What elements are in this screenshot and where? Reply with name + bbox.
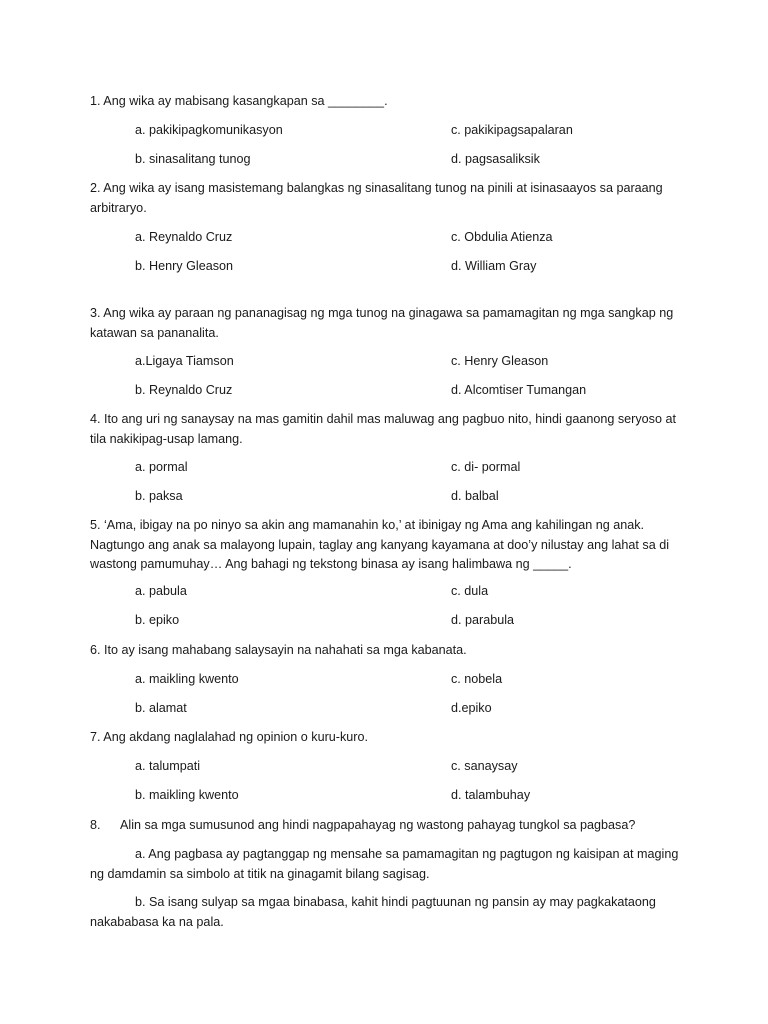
q1-option-b: b. sinasalitang tunog — [135, 152, 251, 166]
q2-option-a: a. Reynaldo Cruz — [135, 230, 233, 244]
q5-option-d: d. parabula — [451, 613, 515, 627]
q1-option-d: d. pagsasaliksik — [451, 152, 540, 166]
q8-option-a: a. Ang pagbasa ay pagtanggap ng mensahe sa pamamagitan ng pagtugon ng kaisipan at maging ng damdamin sa simbolo at titik na ginagamit bilang sagisag. — [90, 847, 679, 881]
q7-option-c: c. sanaysay — [451, 759, 518, 773]
q6-option-d: d.epiko — [451, 701, 492, 715]
question-8 — [90, 816, 680, 836]
q4-option-c: c. di- pormal — [451, 460, 521, 474]
question-5: 5. ‘Ama, ibigay na po ninyo sa akin ang mamanahin ko,’ at ibinigay ng Ama ang kahilingan ng anak. Nagtungo ang anak sa malayong lupain, taglay ang kanyang kayamana at doo’y nilustay ang lahat sa di wastong pamumuhay… Ang bahagi ng tekstong binasa ay isang halimbawa ng _____. — [90, 518, 670, 571]
question-3: 3. Ang wika ay paraan ng pananagisag ng mga tunog na ginagawa sa pamamagitan ng mga sangkap ng katawan sa pananalita. — [90, 306, 674, 340]
question-8-text: Alin sa mga sumusunod ang hindi nagpapahayag ng wastong pahayag tungkol sa pagbasa? — [120, 818, 636, 832]
q1-option-c: c. pakikipagsapalaran — [451, 123, 573, 137]
question-4: 4. Ito ang uri ng sanaysay na mas gamitin dahil mas maluwag ang pagbuo nito, hindi gaanong seryoso at tila nakikipag-usap lamang. — [90, 412, 676, 446]
q7-option-a: a. talumpati — [135, 759, 201, 773]
question-7: 7. Ang akdang naglalahad ng opinion o kuru-kuro. — [90, 730, 368, 744]
q4-option-d: d. balbal — [451, 489, 499, 503]
q2-option-c: c. Obdulia Atienza — [451, 230, 553, 244]
q5-option-c: c. dula — [451, 584, 489, 598]
q5-option-a: a. pabula — [135, 584, 187, 598]
q6-option-b: b. alamat — [135, 701, 187, 715]
q7-option-d: d. talambuhay — [451, 788, 531, 802]
q5-option-b: b. epiko — [135, 613, 180, 627]
question-2: 2. Ang wika ay isang masistemang balangkas ng sinasalitang tunog na pinili at isinasaayos sa paraang arbitraryo. — [90, 181, 663, 215]
q3-option-c: c. Henry Gleason — [451, 354, 549, 368]
q8-option-b: b. Sa isang sulyap sa mgaa binabasa, kahit hindi pagtuunan ng pansin ay may pagkakataong nakababasa ka na pala. — [90, 895, 656, 929]
question-8-number: 8. — [90, 818, 101, 832]
q3-option-a: a.Ligaya Tiamson — [135, 354, 234, 368]
question-1: 1. Ang wika ay mabisang kasangkapan sa ________. — [90, 94, 388, 108]
q4-option-b: b. paksa — [135, 489, 183, 503]
q6-option-c: c. nobela — [451, 672, 503, 686]
q1-option-a: a. pakikipagkomunikasyon — [135, 123, 283, 137]
q4-option-a: a. pormal — [135, 460, 188, 474]
q2-option-d: d. William Gray — [451, 259, 537, 273]
q3-option-d: d. Alcomtiser Tumangan — [451, 383, 587, 397]
q6-option-a: a. maikling kwento — [135, 672, 239, 686]
q7-option-b: b. maikling kwento — [135, 788, 239, 802]
q3-option-b: b. Reynaldo Cruz — [135, 383, 233, 397]
q2-option-b: b. Henry Gleason — [135, 259, 234, 273]
question-6: 6. Ito ay isang mahabang salaysayin na nahahati sa mga kabanata. — [90, 643, 467, 657]
